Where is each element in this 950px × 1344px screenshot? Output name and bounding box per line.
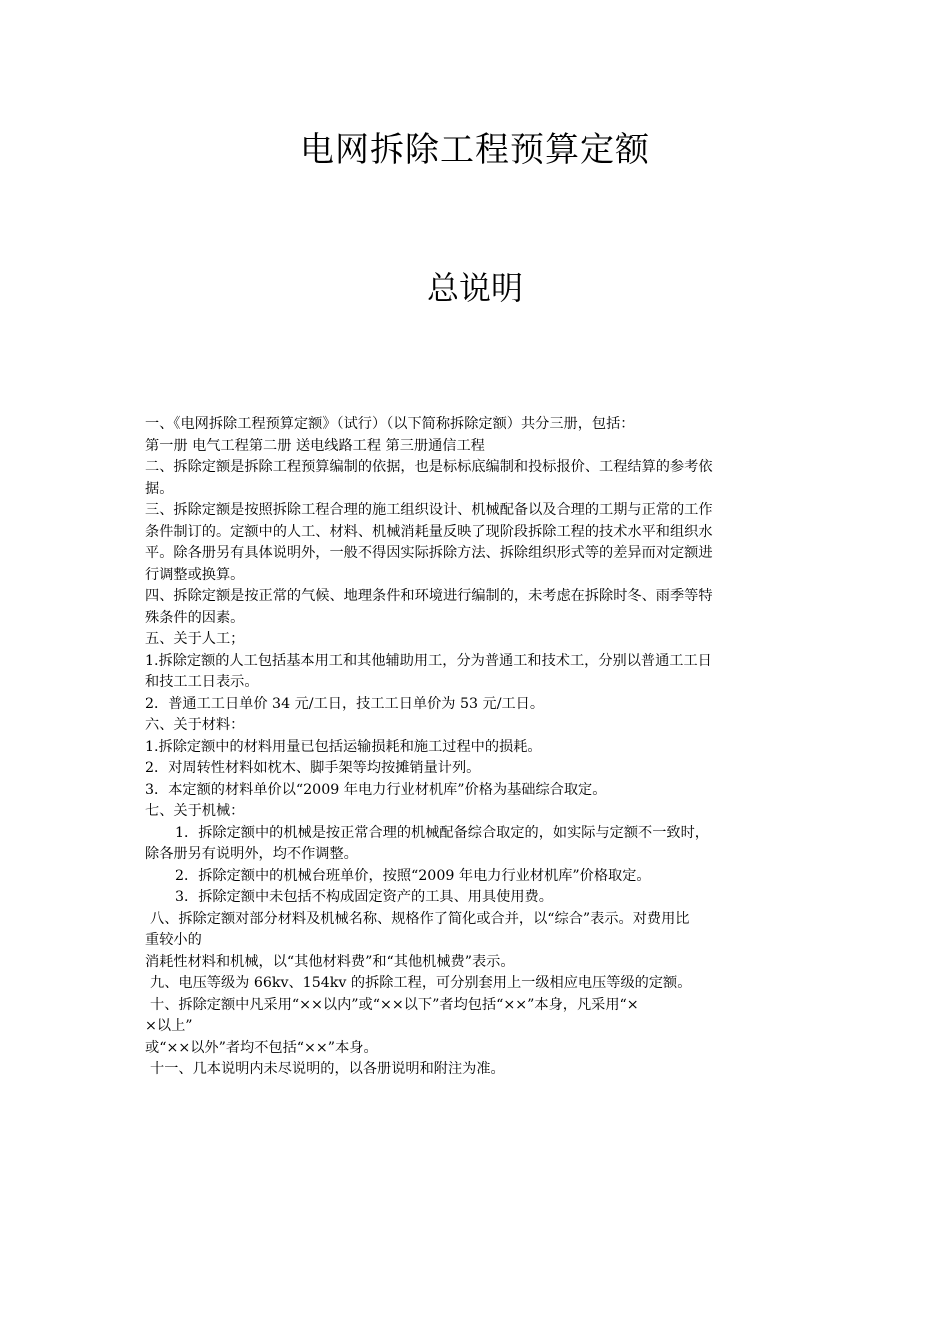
paragraph-line: 二、拆除定额是拆除工程预算编制的依据，也是标标底编制和投标报价、工程结算的参考依 [145,459,713,475]
paragraph-line: 六、关于材料： [145,717,245,733]
paragraph-line: ×以上” [145,1018,193,1034]
paragraph-line: 八、拆除定额对部分材料及机械名称、规格作了简化或合并，以“综合”表示。对费用比 [150,910,690,927]
paragraph-line: 十、拆除定额中凡采用“××以内”或“××以下”者均包括“××”本身，凡采用“× [150,996,639,1013]
paragraph-line: 十一、几本说明内未尽说明的，以各册说明和附注为准。 [150,1061,505,1077]
paragraph-line: 三、拆除定额是按照拆除工程合理的施工组织设计、机械配备以及合理的工期与正常的工作 [145,502,713,518]
paragraph-line: 消耗性材料和机械，以“其他材料费”和“其他机械费”表示。 [145,953,515,970]
paragraph-line: 四、拆除定额是按正常的气候、地理条件和环境进行编制的，未考虑在拆除时冬、雨季等特 [145,588,713,604]
paragraph-line: 条件制订的。定额中的人工、材料、机械消耗量反映了现阶段拆除工程的技术水平和组织水 [145,523,713,540]
paragraph-line: 2．普通工工日单价 34 元/工日，技工工日单价为 53 元/工日。 [145,695,545,712]
paragraph-line: 平。除各册另有具体说明外，一般不得因实际拆除方法、拆除组织形式等的差异而对定额进 [145,545,713,561]
paragraph-line: 和技工工日表示。 [145,674,259,690]
paragraph-line: 九、电压等级为 66kv、154kv 的拆除工程，可分别套用上一级相应电压等级的定额。 [150,975,692,991]
paragraph-line: 3．拆除定额中未包括不构成固定资产的工具、用具使用费。 [175,889,553,905]
paragraph-line: 或“××以外”者均不包括“××”本身。 [145,1039,378,1056]
paragraph-line: 七、关于机械： [145,803,245,819]
paragraph-line: 1．拆除定额中的机械是按正常合理的机械配备综合取定的，如实际与定额不一致时， [175,824,709,841]
section-title: 总说明 [426,269,523,307]
paragraph-line: 行调整或换算。 [145,566,245,583]
paragraph-line: 1.拆除定额中的材料用量已包括运输损耗和施工过程中的损耗。 [145,738,542,755]
paragraph-line: 五、关于人工； [145,631,245,647]
paragraph-line: 1.拆除定额的人工包括基本用工和其他辅助用工，分为普通工和技术工，分别以普通工工日 [145,652,712,669]
paragraph-line: 第一册 电气工程第二册 送电线路工程 第三册通信工程 [145,437,485,454]
paragraph-line: 除各册另有说明外，均不作调整。 [145,846,358,862]
paragraph-line: 3．本定额的材料单价以“2009 年电力行业材机库”价格为基础综合取定。 [145,781,607,798]
document-title: 电网拆除工程预算定额 [300,130,650,170]
paragraph-line: 殊条件的因素。 [145,609,245,626]
paragraph-line: 一、《电网拆除工程预算定额》（试行）（以下简称拆除定额）共分三册，包括： [145,416,635,432]
paragraph-line: 据。 [145,480,174,497]
paragraph-line: 重较小的 [145,932,202,948]
paragraph-line: 2．拆除定额中的机械台班单价，按照“2009 年电力行业材机库”价格取定。 [175,867,651,884]
document-body [145,414,810,1081]
paragraph-line: 2．对周转性材料如枕木、脚手架等均按摊销量计列。 [145,760,481,776]
